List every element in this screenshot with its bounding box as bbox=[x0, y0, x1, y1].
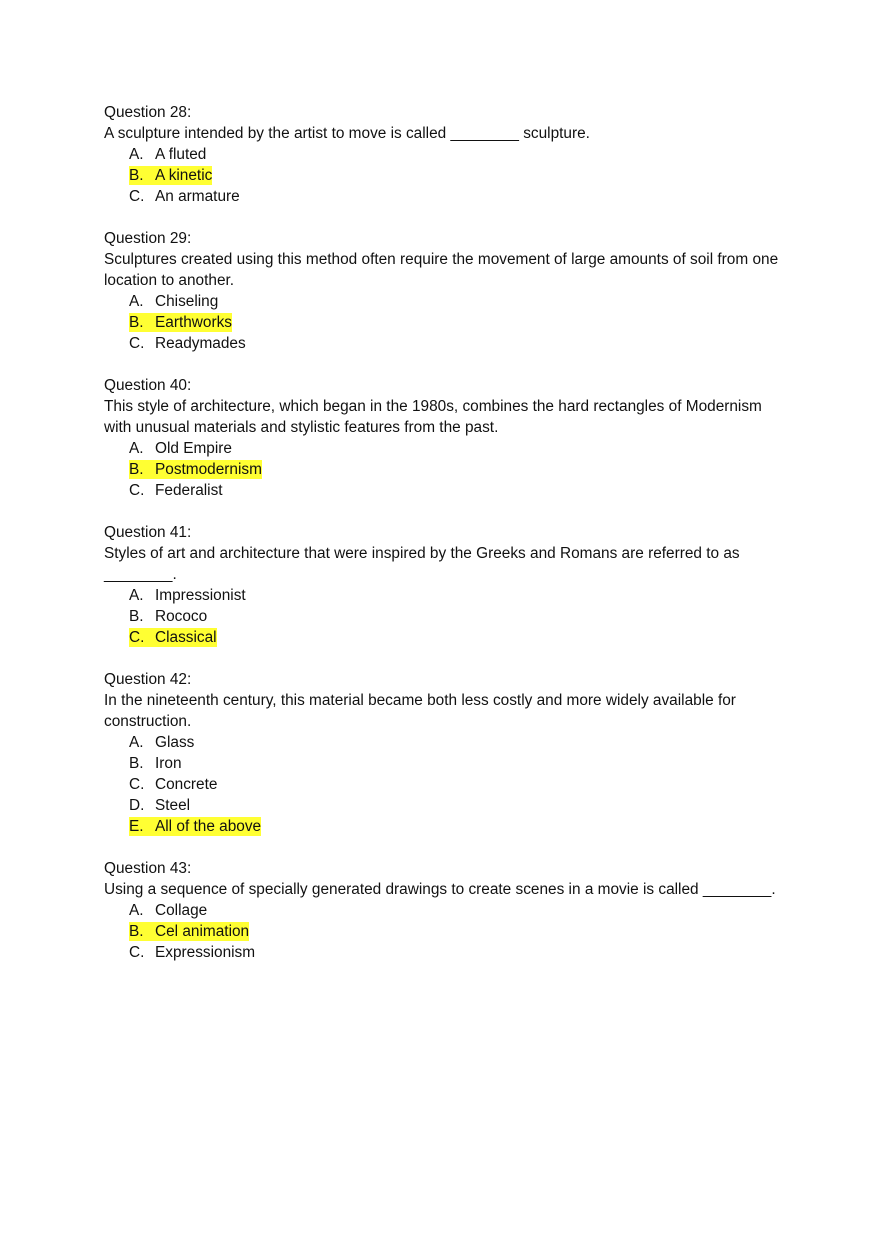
answer-option bbox=[104, 753, 784, 774]
answer-option bbox=[104, 333, 784, 354]
question-heading: Question 42: bbox=[104, 671, 192, 688]
answer-option bbox=[104, 900, 784, 921]
option-label: Classical bbox=[155, 629, 217, 646]
option-label: Earthworks bbox=[155, 314, 232, 331]
option-letter: E. bbox=[129, 818, 144, 835]
answer-options bbox=[104, 144, 784, 207]
answer-options bbox=[104, 585, 784, 648]
answer-options bbox=[104, 438, 784, 501]
question-block bbox=[104, 375, 784, 501]
option-letter: C. bbox=[129, 944, 145, 961]
option-letter: B. bbox=[129, 608, 144, 625]
quiz-page bbox=[104, 102, 784, 984]
option-label: An armature bbox=[155, 188, 240, 205]
option-label: Rococo bbox=[155, 608, 208, 625]
option-letter: C. bbox=[129, 629, 145, 646]
option-letter: B. bbox=[129, 167, 144, 184]
question-text: In the nineteenth century, this material became both less costly and more widely available for construction. bbox=[104, 692, 736, 730]
question-heading: Question 29: bbox=[104, 230, 192, 247]
answer-option bbox=[104, 186, 784, 207]
question-heading: Question 41: bbox=[104, 524, 192, 541]
answer-option bbox=[104, 585, 784, 606]
option-letter: B. bbox=[129, 314, 144, 331]
option-label: Postmodernism bbox=[155, 461, 262, 478]
option-label: Readymades bbox=[155, 335, 246, 352]
answer-options bbox=[104, 900, 784, 963]
option-letter: A. bbox=[129, 734, 144, 751]
answer-option bbox=[104, 732, 784, 753]
answer-option bbox=[104, 774, 784, 795]
option-label: Concrete bbox=[155, 776, 218, 793]
option-label: Glass bbox=[155, 734, 195, 751]
option-label: Steel bbox=[155, 797, 191, 814]
option-letter: B. bbox=[129, 755, 144, 772]
question-block bbox=[104, 858, 784, 963]
question-heading: Question 28: bbox=[104, 104, 192, 121]
option-label: All of the above bbox=[155, 818, 262, 835]
option-label: A fluted bbox=[155, 146, 207, 163]
option-letter: C. bbox=[129, 335, 145, 352]
question-text: This style of architecture, which began in the 1980s, combines the hard rectangles of Modernism with unusual materials and stylistic features from the past. bbox=[104, 398, 762, 436]
option-label: Old Empire bbox=[155, 440, 232, 457]
answer-options bbox=[104, 291, 784, 354]
option-letter: A. bbox=[129, 293, 144, 310]
question-block bbox=[104, 522, 784, 648]
answer-option bbox=[104, 291, 784, 312]
option-label: Collage bbox=[155, 902, 208, 919]
answer-option bbox=[104, 627, 784, 648]
question-block bbox=[104, 228, 784, 354]
question-text: Sculptures created using this method often require the movement of large amounts of soil from one location to another. bbox=[104, 251, 779, 289]
option-letter: A. bbox=[129, 146, 144, 163]
option-label: Impressionist bbox=[155, 587, 246, 604]
option-letter: A. bbox=[129, 440, 144, 457]
option-letter: A. bbox=[129, 587, 144, 604]
question-text: A sculpture intended by the artist to move is called ________ sculpture. bbox=[104, 125, 590, 142]
answer-option bbox=[104, 606, 784, 627]
answer-option bbox=[104, 921, 784, 942]
answer-option bbox=[104, 816, 784, 837]
option-label: A kinetic bbox=[155, 167, 213, 184]
option-letter: B. bbox=[129, 923, 144, 940]
answer-option bbox=[104, 942, 784, 963]
answer-option bbox=[104, 312, 784, 333]
option-letter: C. bbox=[129, 776, 145, 793]
answer-option bbox=[104, 459, 784, 480]
question-block bbox=[104, 102, 784, 207]
answer-options bbox=[104, 732, 784, 837]
option-letter: D. bbox=[129, 797, 145, 814]
question-text: Using a sequence of specially generated drawings to create scenes in a movie is called ________. bbox=[104, 881, 776, 898]
option-label: Federalist bbox=[155, 482, 223, 499]
option-letter: B. bbox=[129, 461, 144, 478]
answer-option bbox=[104, 438, 784, 459]
option-label: Cel animation bbox=[155, 923, 250, 940]
answer-option bbox=[104, 165, 784, 186]
question-heading: Question 40: bbox=[104, 377, 192, 394]
option-label: Chiseling bbox=[155, 293, 219, 310]
option-letter: A. bbox=[129, 902, 144, 919]
answer-option bbox=[104, 144, 784, 165]
option-letter: C. bbox=[129, 188, 145, 205]
answer-option bbox=[104, 480, 784, 501]
option-label: Expressionism bbox=[155, 944, 256, 961]
option-letter: C. bbox=[129, 482, 145, 499]
question-block bbox=[104, 669, 784, 837]
answer-option bbox=[104, 795, 784, 816]
option-label: Iron bbox=[155, 755, 182, 772]
question-heading: Question 43: bbox=[104, 860, 192, 877]
question-text: Styles of art and architecture that were inspired by the Greeks and Romans are referred to as ________. bbox=[104, 545, 740, 583]
